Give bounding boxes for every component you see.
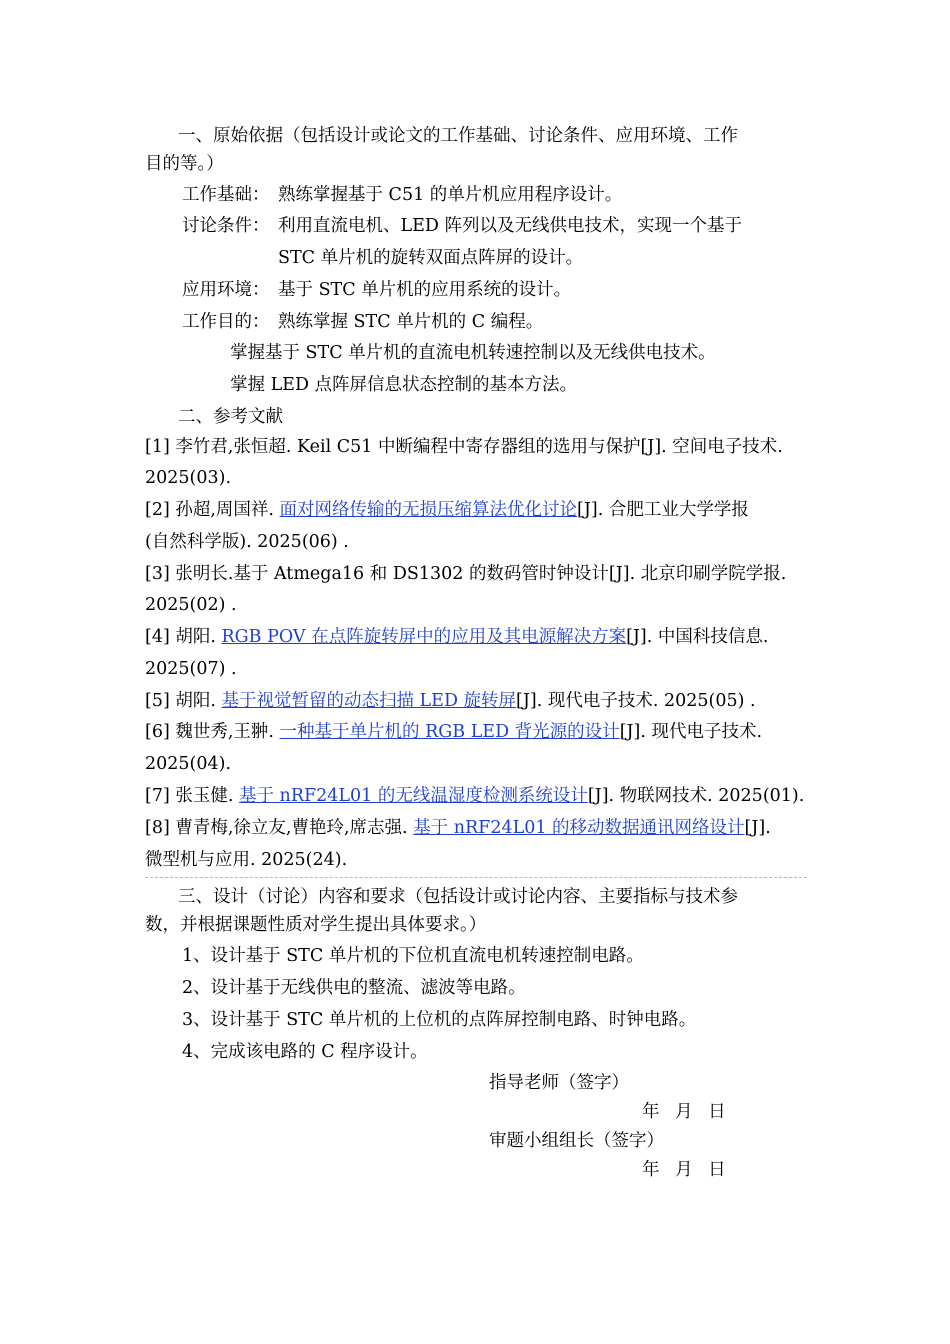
reference-7-title-link[interactable]: 基于 nRF24L01 的无线温湿度检测系统设计	[238, 786, 588, 806]
reference-6-line2: 2025(04).	[145, 754, 232, 774]
reference-8-title-link[interactable]: 基于 nRF24L01 的移动数据通讯网络设计	[413, 818, 745, 838]
leader-signature-label: 审题小组组长（签字）	[489, 1131, 664, 1151]
conditions-label: 讨论条件：	[182, 216, 270, 236]
purpose-text-3: 掌握 LED 点阵屏信息状态控制的基本方法。	[230, 375, 578, 395]
reference-1-line2: 2025(03).	[145, 468, 232, 488]
reference-2-title-link[interactable]: 面对网络传输的无损压缩算法优化讨论	[279, 500, 578, 520]
environment-text: 基于 STC 单片机的应用系统的设计。	[278, 280, 572, 300]
reference-2-authors: [2] 孙超,周国祥.	[145, 500, 280, 520]
reference-5-authors: [5] 胡阳.	[145, 691, 222, 711]
section2-heading: 二、参考文献	[178, 407, 283, 427]
section1-heading-line2: 目的等。）	[145, 154, 224, 174]
reference-4-source: [J]. 中国科技信息.	[626, 627, 769, 647]
requirement-item-4: 4、完成该电路的 C 程序设计。	[182, 1042, 428, 1062]
reference-8-authors: [8] 曹青梅,徐立友,曹艳玲,席志强.	[145, 818, 414, 838]
reference-6-source: [J]. 现代电子技术.	[619, 722, 763, 742]
conditions-text-line1: 利用直流电机、LED 阵列以及无线供电技术，实现一个基于	[278, 216, 742, 236]
purpose-text-1: 熟练掌握 STC 单片机的 C 编程。	[278, 312, 544, 332]
section3-heading-line2: 数，并根据课题性质对学生提出具体要求。）	[145, 915, 487, 935]
reference-5-title-link[interactable]: 基于视觉暂留的动态扫描 LED 旋转屏	[221, 691, 517, 711]
reference-4-title-link[interactable]: RGB POV 在点阵旋转屏中的应用及其电源解决方案	[221, 627, 627, 647]
purpose-label: 工作目的：	[182, 312, 270, 332]
requirement-item-3: 3、设计基于 STC 单片机的上位机的点阵屏控制电路、时钟电路。	[182, 1010, 697, 1030]
work-basis-label: 工作基础：	[182, 185, 270, 205]
reference-2-line2: (自然科学版). 2025(06) .	[145, 532, 349, 552]
reference-8-line2: 微型机与应用. 2025(24).	[145, 850, 348, 870]
reference-6-line1	[145, 720, 762, 744]
reference-5-line1	[145, 689, 756, 713]
reference-2-source: [J]. 合肥工业大学学报	[577, 500, 749, 520]
reference-5-source: [J]. 现代电子技术. 2025(05) .	[516, 691, 756, 711]
environment-label: 应用环境：	[182, 280, 270, 300]
advisor-signature-date: 年 月 日	[642, 1102, 726, 1122]
section-divider	[145, 877, 807, 878]
leader-signature-date: 年 月 日	[642, 1160, 726, 1180]
reference-7-line1	[145, 784, 804, 808]
reference-6-authors: [6] 魏世秀,王翀.	[145, 722, 280, 742]
reference-4-line1	[145, 625, 768, 649]
reference-4-authors: [4] 胡阳.	[145, 627, 222, 647]
reference-4-line2: 2025(07) .	[145, 659, 237, 679]
reference-8-source: [J].	[744, 818, 771, 838]
reference-1-line1: [1] 李竹君,张恒超. Keil C51 中断编程中寄存器组的选用与保护[J]. 空间电子技术.	[145, 437, 783, 457]
reference-3-line2: 2025(02) .	[145, 595, 237, 615]
reference-2-line1	[145, 498, 749, 522]
advisor-signature-label: 指导老师（签字）	[489, 1073, 629, 1093]
conditions-text-line2: STC 单片机的旋转双面点阵屏的设计。	[278, 248, 584, 268]
requirement-item-1: 1、设计基于 STC 单片机的下位机直流电机转速控制电路。	[182, 946, 644, 966]
section1-heading-line1: 一、原始依据（包括设计或论文的工作基础、讨论条件、应用环境、工作	[178, 126, 738, 146]
reference-8-line1	[145, 816, 771, 840]
work-basis-text: 熟练掌握基于 C51 的单片机应用程序设计。	[278, 185, 623, 205]
requirement-item-2: 2、设计基于无线供电的整流、滤波等电路。	[182, 978, 526, 998]
reference-6-title-link[interactable]: 一种基于单片机的 RGB LED 背光源的设计	[279, 722, 620, 742]
reference-3-line1: [3] 张明长.基于 Atmega16 和 DS1302 的数码管时钟设计[J]. 北京印刷学院学报.	[145, 564, 787, 584]
reference-7-source: [J]. 物联网技术. 2025(01).	[587, 786, 805, 806]
section3-heading-line1: 三、设计（讨论）内容和要求（包括设计或讨论内容、主要指标与技术参	[178, 887, 738, 907]
purpose-text-2: 掌握基于 STC 单片机的直流电机转速控制以及无线供电技术。	[230, 343, 716, 363]
reference-7-authors: [7] 张玉健.	[145, 786, 239, 806]
